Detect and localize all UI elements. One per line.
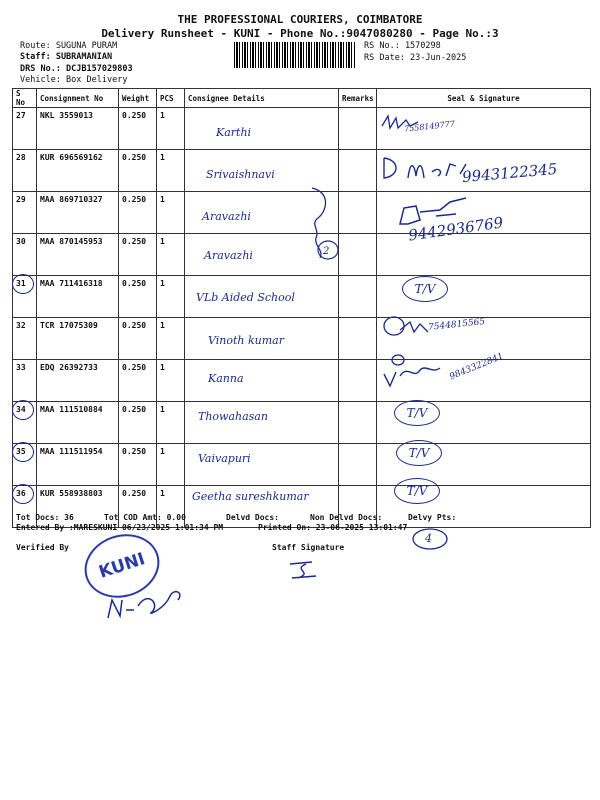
company-title: THE PROFESSIONAL COURIERS, COIMBATORE — [177, 13, 423, 26]
col-sno: S No — [13, 89, 37, 108]
pcs: 1 — [157, 192, 185, 234]
table-row — [13, 234, 591, 276]
col-consignee: Consignee Details — [185, 89, 339, 108]
remarks — [339, 234, 377, 276]
remarks — [339, 444, 377, 486]
consignment-no: MAA 870145953 — [37, 234, 119, 276]
weight: 0.250 — [119, 486, 157, 528]
consignment-no: EDQ 26392733 — [37, 360, 119, 402]
consignee-handwriting: Vaivapuri — [198, 452, 251, 465]
remarks — [339, 108, 377, 150]
signature-scribble — [380, 350, 460, 390]
staff-signature-scribble — [284, 558, 324, 582]
vehicle-label: Vehicle: Box Delivery — [20, 75, 128, 85]
rs-number: RS No.: 1570298 — [364, 41, 441, 51]
total-docs: Tot Docs: 36 — [16, 513, 74, 522]
weight: 0.250 — [119, 318, 157, 360]
weight: 0.250 — [119, 444, 157, 486]
sno: 36 — [13, 486, 37, 528]
pcs: 1 — [157, 360, 185, 402]
pcs: 1 — [157, 108, 185, 150]
consignee-handwriting: Aravazhi — [204, 249, 253, 262]
remarks — [339, 276, 377, 318]
consignment-no: MAA 111510884 — [37, 402, 119, 444]
sno: 32 — [13, 318, 37, 360]
consignee-handwriting: Aravazhi — [202, 210, 251, 223]
consignment-no: MAA 111511954 — [37, 444, 119, 486]
runsheet-table — [12, 88, 591, 528]
consignment-no: MAA 711416318 — [37, 276, 119, 318]
table-header-row — [13, 89, 591, 108]
table-row — [13, 444, 591, 486]
consignee — [185, 108, 339, 150]
seal-mark: T/V — [402, 276, 448, 302]
pcs: 1 — [157, 318, 185, 360]
table-row — [13, 318, 591, 360]
consignment-no: KUR 696569162 — [37, 150, 119, 192]
pcs: 1 — [157, 234, 185, 276]
weight: 0.250 — [119, 402, 157, 444]
table-row — [13, 108, 591, 150]
weight: 0.250 — [119, 150, 157, 192]
barcode — [234, 42, 356, 68]
table-row — [13, 402, 591, 444]
delivery-points: Delvy Pts: — [408, 513, 457, 522]
sno: 33 — [13, 360, 37, 402]
non-delivered-docs: Non Delvd Docs: — [310, 513, 383, 522]
sno: 34 — [13, 402, 37, 444]
seal-phone: 7558149777 — [403, 119, 456, 134]
consignee-handwriting: Karthi — [216, 126, 252, 139]
pcs: 1 — [157, 486, 185, 528]
kuni-stamp: KUNI — [76, 525, 167, 607]
remarks — [339, 192, 377, 234]
weight: 0.250 — [119, 234, 157, 276]
pcs: 1 — [157, 150, 185, 192]
consignment-no: NKL 3559013 — [37, 108, 119, 150]
weight: 0.250 — [119, 360, 157, 402]
seal-phone: 9843322841 — [448, 351, 506, 383]
consignee-handwriting: Kanna — [208, 372, 244, 385]
seal-phone: 9442936769 — [407, 213, 505, 245]
weight: 0.250 — [119, 192, 157, 234]
staff-label: Staff: SUBRAMANIAN — [20, 52, 113, 62]
consignee-handwriting: Thowahasan — [198, 410, 268, 423]
seal-mark: T/V — [394, 478, 440, 504]
col-pcs: PCS — [157, 89, 185, 108]
pcs: 1 — [157, 402, 185, 444]
table-row — [13, 360, 591, 402]
consignee-handwriting: VLb Aided School — [196, 291, 295, 304]
verifier-signature — [104, 570, 194, 626]
weight: 0.250 — [119, 108, 157, 150]
seal-phone: 9943122345 — [461, 159, 559, 187]
footer-circled-count: 4 — [425, 532, 432, 545]
table-row — [13, 192, 591, 234]
pcs: 1 — [157, 276, 185, 318]
total-cod: Tot COD Amt: 0.00 — [104, 513, 186, 522]
sno: 27 — [13, 108, 37, 150]
verified-by-label: Verified By — [16, 543, 69, 552]
consignment-no: TCR 17075309 — [37, 318, 119, 360]
seal-mark: T/V — [394, 400, 440, 426]
seal-phone: 7544815565 — [427, 317, 486, 333]
delivered-docs: Delvd Docs: — [226, 513, 279, 522]
remarks — [339, 402, 377, 444]
remarks — [339, 318, 377, 360]
sno: 35 — [13, 444, 37, 486]
drs-number: DRS No.: DCJB157029803 — [20, 64, 133, 74]
sno: 28 — [13, 150, 37, 192]
sno: 29 — [13, 192, 37, 234]
route-label: Route: SUGUNA PURAM — [20, 41, 118, 51]
remarks — [339, 360, 377, 402]
sno: 30 — [13, 234, 37, 276]
weight: 0.250 — [119, 276, 157, 318]
col-consignment: Consignment No — [37, 89, 119, 108]
signature-scribble — [380, 152, 470, 184]
printed-on: Printed On: 23-06-2025 13:01:47 — [258, 523, 408, 532]
col-weight: Weight — [119, 89, 157, 108]
sno: 31 — [13, 276, 37, 318]
rs-date: RS Date: 23-Jun-2025 — [364, 53, 467, 63]
pcs: 1 — [157, 444, 185, 486]
consignment-no: KUR 558938803 — [37, 486, 119, 528]
remarks — [339, 150, 377, 192]
runsheet-title: Delivery Runsheet - KUNI - Phone No.:9047080280 - Page No.:3 — [101, 27, 499, 40]
col-remarks: Remarks — [339, 89, 377, 108]
staff-signature-label: Staff Signature — [272, 543, 345, 552]
consignment-no: MAA 869710327 — [37, 192, 119, 234]
consignee-handwriting: Vinoth kumar — [208, 334, 284, 347]
col-seal: Seal & Signature — [377, 89, 591, 108]
consignee-handwriting: Srivaishnavi — [206, 168, 275, 181]
seal-mark: T/V — [396, 440, 442, 466]
table-row — [13, 276, 591, 318]
circled-count: 2 — [323, 246, 330, 257]
entered-by: Entered By :MARESKUNI 06/23/2025 1:01:34 PM — [16, 523, 224, 532]
consignee-handwriting: Geetha sureshkumar — [192, 490, 309, 503]
